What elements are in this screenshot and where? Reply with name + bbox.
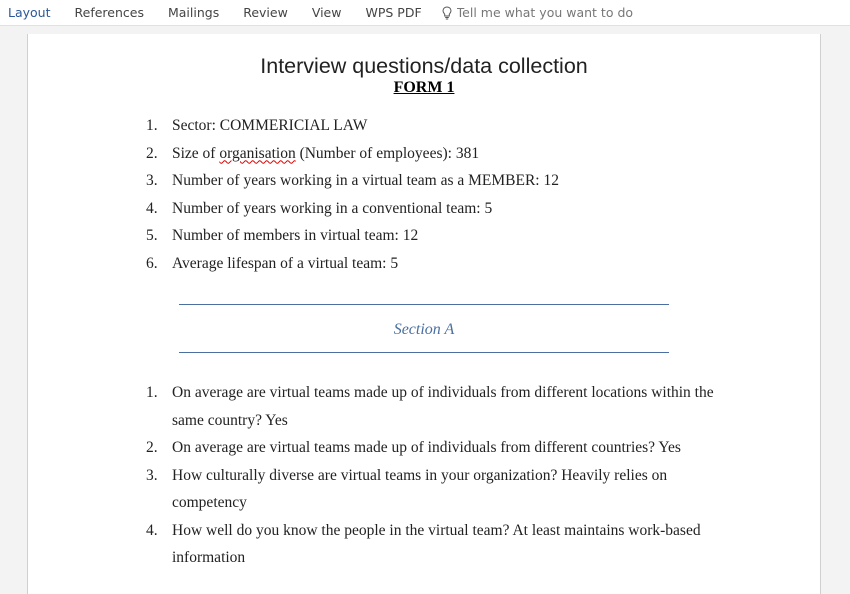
list-text: On average are virtual teams made up of individuals from different countries? Yes bbox=[172, 439, 681, 456]
lightbulb-icon bbox=[442, 6, 452, 20]
list-text: Sector: COMMERICIAL LAW bbox=[172, 117, 368, 134]
questions-list bbox=[146, 379, 726, 572]
list-text: Number of years working in a conventional team: 5 bbox=[172, 199, 493, 217]
tab-layout[interactable]: Layout bbox=[8, 5, 51, 20]
tab-mailings[interactable]: Mailings bbox=[167, 5, 220, 20]
list-item bbox=[146, 226, 706, 254]
tab-review[interactable]: Review bbox=[243, 5, 288, 20]
list-number: 1. bbox=[146, 117, 158, 134]
list-item bbox=[146, 462, 726, 517]
list-number: 3. bbox=[146, 466, 158, 484]
misspelled-word[interactable]: organisation bbox=[219, 144, 296, 162]
list-text-prefix: Size of bbox=[172, 144, 220, 162]
list-item bbox=[146, 199, 706, 227]
list-number: 4. bbox=[146, 199, 158, 217]
tab-references[interactable]: References bbox=[74, 5, 144, 20]
list-text: How culturally diverse are virtual teams in your organization? Heavily relies on competency bbox=[172, 466, 668, 511]
list-item bbox=[146, 254, 706, 282]
section-bottom-rule bbox=[179, 352, 669, 353]
document-title: Interview questions/data collection bbox=[260, 54, 588, 78]
list-number: 3. bbox=[146, 172, 158, 189]
list-text: Average lifespan of a virtual team: 5 bbox=[172, 254, 399, 272]
list-number: 2. bbox=[146, 439, 158, 456]
list-text: On average are virtual teams made up of individuals from different locations within the same country? Yes bbox=[172, 384, 714, 429]
section-heading: Section A bbox=[393, 321, 455, 338]
list-number: 4. bbox=[146, 521, 158, 539]
list-item bbox=[146, 144, 706, 172]
list-item bbox=[146, 116, 706, 144]
form-title: FORM 1 bbox=[393, 79, 455, 96]
list-number: 1. bbox=[146, 384, 158, 401]
list-number: 6. bbox=[146, 254, 158, 272]
tell-me-input[interactable] bbox=[457, 5, 657, 20]
list-number: 5. bbox=[146, 227, 158, 244]
list-item bbox=[146, 171, 706, 199]
tab-view[interactable]: View bbox=[311, 5, 342, 20]
list-text: Number of years working in a virtual team as a MEMBER: 12 bbox=[172, 172, 559, 189]
list-item bbox=[146, 379, 726, 434]
list-item bbox=[146, 517, 726, 572]
document-page[interactable] bbox=[27, 34, 821, 594]
profile-list bbox=[146, 116, 706, 281]
ribbon-tab-bar bbox=[0, 0, 850, 26]
section-top-rule bbox=[179, 304, 669, 305]
tab-wps-pdf[interactable]: WPS PDF bbox=[365, 5, 422, 20]
list-text: Number of members in virtual team: 12 bbox=[172, 227, 419, 244]
tell-me-box[interactable] bbox=[434, 5, 657, 20]
list-text-suffix: (Number of employees): 381 bbox=[295, 144, 480, 162]
list-text: How well do you know the people in the virtual team? At least maintains work-based information bbox=[172, 521, 701, 566]
list-number: 2. bbox=[146, 144, 158, 162]
list-item bbox=[146, 434, 726, 462]
